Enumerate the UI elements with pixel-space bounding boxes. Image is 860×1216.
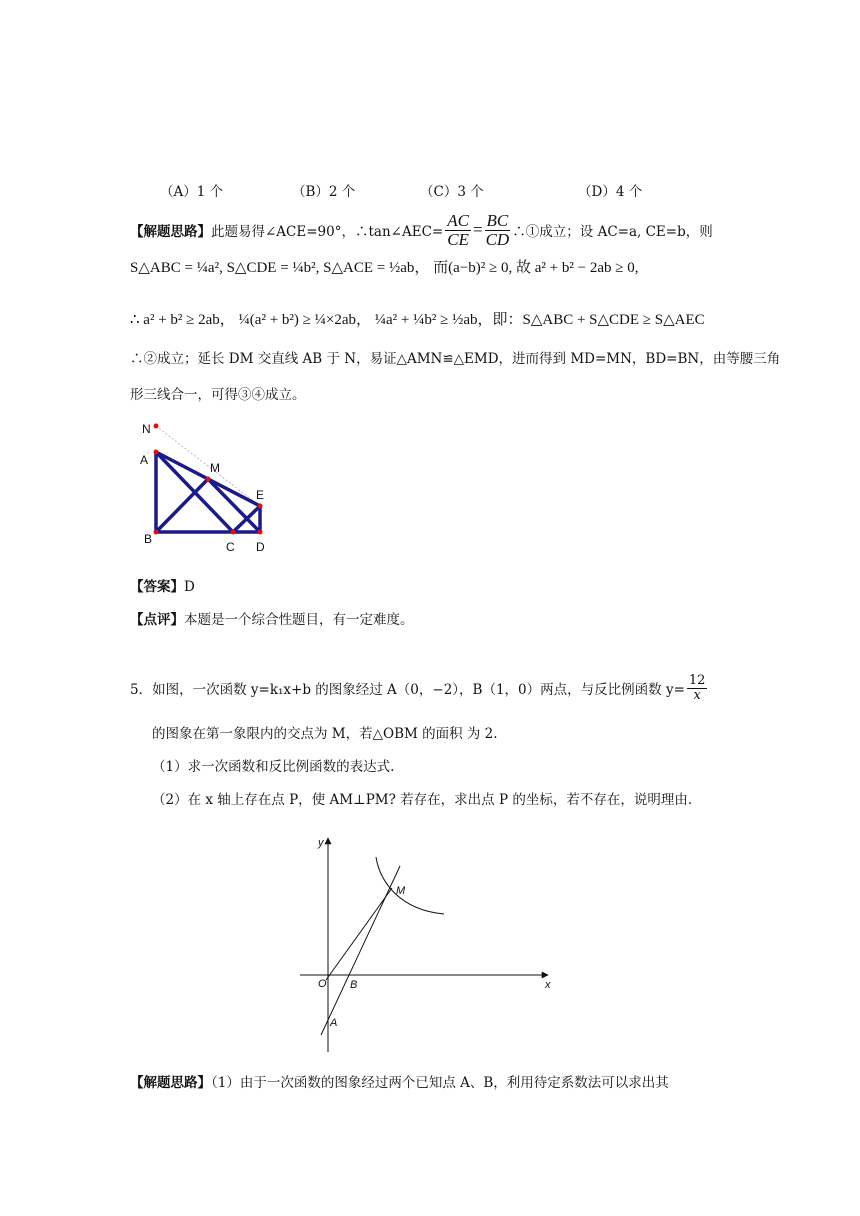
label-o: O [318,978,327,990]
question-5-part-2: （2）在 x 轴上存在点 P，使 AM⊥PM? 若存在，求出点 P 的坐标，若不存在，说明理由. [152,792,693,808]
option-a: （A）1 个 [160,184,224,200]
option-b: （B）2 个 [292,184,356,200]
point-b [154,530,159,535]
fraction-ac-ce: $\frac{AC}{CE}$ [447,210,469,249]
label-b: B [144,532,153,546]
label-b: B [350,979,358,991]
question-5-part-1: （1）求一次函数和反比例函数的表达式. [152,759,395,775]
comment-line [130,608,414,628]
point-m [206,477,211,482]
label-d: D [256,540,265,554]
fraction-bc-cd: $\frac{BC}{CD}$ [485,210,510,249]
question-5-text: 5．如图，一次函数 y=k₁x+b 的图象经过 A（0，−2），B（1，0）两点，与反比例函数 y= [130,682,685,698]
point-c [231,530,236,535]
fraction-denominator: x [693,687,701,703]
hyperbola-curve [376,857,444,914]
point-d [258,530,263,535]
analysis-line-2a: S△ABC = ¼a², S△CDE = ¼b², S△ACE = ½ab， [130,260,430,276]
segment-md [208,479,260,532]
label-c: C [226,540,235,554]
analysis-line-2b: 而(a−b)² ≥ 0, 故 a² + b² − 2ab ≥ 0, [433,260,639,276]
label-e: E [256,488,265,502]
analysis-line-3: ∴ a² + b² ≥ 2ab， ¼(a² + b²) ≥ ¼×2ab， ¼a² + ¼b² ≥ ½ab，即：S△ABC + S△CDE ≥ S△AEC [130,312,705,328]
comment-tag: 【点评】 [130,612,184,628]
option-d: （D）4 个 [578,184,643,200]
point-a [154,450,159,455]
label-x: x [545,979,551,991]
analysis-line-1: 【解题思路】 此题易得∠ACE=90°，∴tan∠AEC= $\frac{AC}{CE}$ = $\frac{BC}{CD}$ ∴①成立；设 AC=a, CE=b，则 [130,210,713,249]
fraction-12-over-x [687,674,708,702]
analysis-line-5: 形三线合一，可得③④成立。 [130,387,306,403]
label-m: M [396,885,406,897]
line-om [326,888,392,980]
question-5-line-1 [130,668,709,708]
segment-bm [156,479,208,532]
fraction-numerator: 12 [688,672,706,688]
analysis-2-tag: 【解题思路】 [130,1075,211,1091]
question-5-line-2: 的图象在第一象限内的交点为 M，若△OBM 的面积 为 2. [152,726,498,742]
answer-tag: 【答案】 [130,579,184,595]
label-m: M [210,461,220,475]
option-c: （C）3 个 [420,184,484,200]
analysis-2-line [130,1071,669,1091]
label-y: y [318,837,324,849]
answer-line [130,575,195,595]
analysis-line-1a: 此题易得∠ACE=90°，∴tan∠AEC= [211,224,444,240]
point-e [258,504,263,509]
analysis-line-1b: ∴①成立；设 AC=a, CE=b，则 [512,224,713,240]
analysis-2-text: （1）由于一次函数的图象经过两个已知点 A、B，利用待定系数法可以求出其 [211,1075,669,1091]
function-graph-figure [290,830,570,1060]
label-a: A [330,1017,338,1029]
answer-text: D [184,579,195,595]
analysis-line-2 [130,256,638,277]
point-n [154,424,159,429]
label-a: A [140,453,149,467]
analysis-tag: 【解题思路】 [130,224,211,240]
analysis-line-4: ∴②成立；延长 DM 交直线 AB 于 N，易证△AMN≌△EMD，进而得到 MD=MN，BD=BN，由等腰三角 [130,351,781,367]
line-ab [321,866,400,1035]
geometry-figure-1 [130,415,290,560]
label-n: N [142,422,151,436]
comment-text: 本题是一个综合性题目，有一定难度。 [184,612,414,628]
